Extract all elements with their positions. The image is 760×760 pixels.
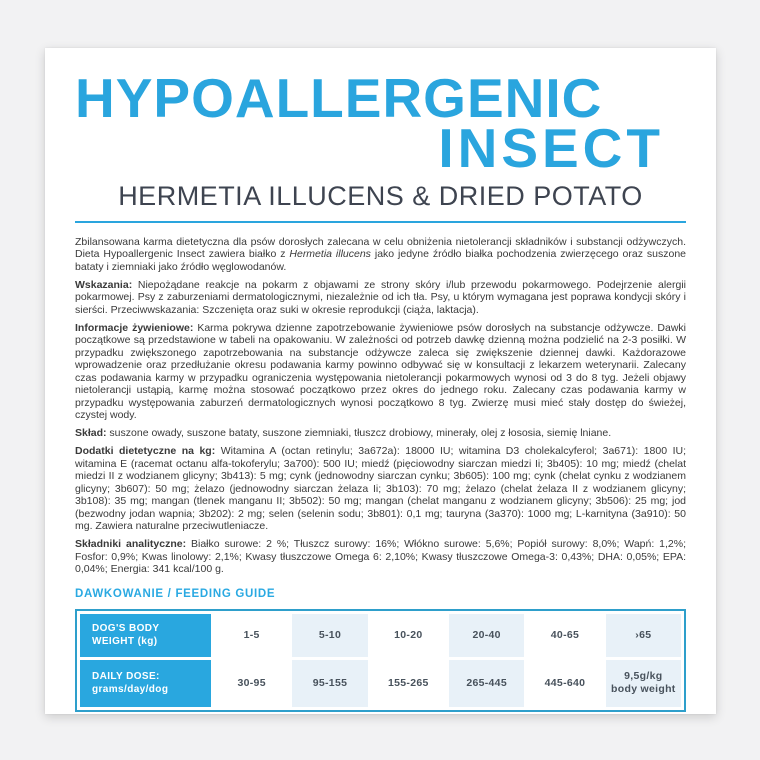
dose-value-cell: 9,5g/kg body weight — [606, 660, 681, 707]
feeding-guide-heading: DAWKOWANIE / FEEDING GUIDE — [75, 587, 276, 600]
header-divider — [75, 221, 686, 223]
feeding-guide-table — [77, 611, 684, 710]
weight-value-cell: 40-65 — [550, 628, 580, 641]
nutrition-info-lead: Informacje żywieniowe: — [75, 321, 194, 334]
dose-row-label — [80, 660, 211, 707]
additives-lead: Dodatki dietetyczne na kg: — [75, 445, 216, 458]
product-label-card — [45, 48, 716, 714]
label-body-text — [75, 236, 686, 576]
product-subtitle: HERMETIA ILLUCENS & DRIED POTATO — [118, 180, 643, 211]
weight-row-label-line2: WEIGHT (kg) — [92, 636, 158, 648]
product-title — [75, 67, 686, 179]
dose-value-cell: 445-640 — [544, 676, 586, 689]
dose-row — [80, 660, 681, 707]
dose-row-label-line2: grams/day/dog — [92, 684, 169, 696]
composition-lead: Skład: — [75, 427, 107, 440]
feeding-guide-table-border — [75, 609, 686, 712]
analytical-constituents-paragraph — [75, 538, 686, 575]
analytical-constituents-text: Białko surowe: 2 %; Tłuszcz surowy: 16%; Włókno surowe: 5,6%; Popiół surowy: 8,0%; Wapń: 1,2%; Fosfor: 0,9%; Kwas linolowy: 2,1%; Kwasy tłuszczowe Omega 6: 2,10%; Kwasy tłuszczowe Omega-3: 0,43%; DHA: 0,05%; EPA: 0,04%; Energia: 341 kcal/100 g. — [75, 538, 686, 576]
dose-row-label-line1: DAILY DOSE: — [92, 670, 160, 682]
product-title-line1: HYPOALLERGENIC — [75, 67, 603, 129]
weight-value-cell: 10-20 — [394, 628, 423, 641]
dose-value-cell: 95-155 — [292, 660, 367, 707]
weight-value-cell: 5-10 — [292, 614, 367, 657]
weight-value-cell: 20-40 — [449, 614, 524, 657]
indications-lead: Wskazania: — [75, 278, 133, 291]
description-species-name: Hermetia illucens — [289, 248, 371, 261]
description-paragraph — [75, 236, 686, 273]
additives-paragraph — [75, 445, 686, 532]
description-text-start: Zbilansowana karma dietetyczna dla psów dorosłych zalecana w celu obniżenia nietolerancji składników i substancji odżywczych. Dieta Hypoallergenic Insect zawiera białko z — [75, 235, 686, 261]
nutrition-info-text: Karma pokrywa dzienne zapotrzebowanie żywieniowe psów dorosłych na substancje odżywcze. Dawki początkowe są przedstawione w tabeli na opakowaniu. W zależności od potrzeb dawkę dzienną można podzielić na 2-3 posiłki. W przypadku zwiększonego zapotrzebowania na substancje odżywcze zaleca się zwiększenie dziennej dawki. Każdorazowe wprowadzenie oraz przedłużanie okresu podawania karmy powinno odbywać się w konsultacji z lekarzem weterynarii. Zalecany czas podawania karmy w przypadku ograniczenia występowania nietolerancji pokarmowych wynosi od 3 do 8 tyg. Jeżeli objawy nietolerancji ustąpią, karmę można stosować początkowo przez okres do jednego roku. Zalecany czas podawania karmy w przypadku występowania zaburzeń dermatologicznych wynosi początkowo 8 tyg. Zwierzę musi mieć stały dostęp do świeżej, czystej wody. — [75, 321, 687, 422]
additives-text: Witamina A (octan retinylu; 3a672a): 18000 IU; witamina D3 cholekalcyferol; 3a671): 1800 IU; witamina E (racemat octanu alfa-tokoferylu; 3a700): 500 IU; miedź (pięciowodny siarczan miedzi Ii; 3b405): 10 mg; miedź (chelat miedzi II z wodzianem glicyny; 3b413): 5 mg; cynk (jednowodny siarczan cynku; 3b605): 100 mg; cynk (chelat cynku z wodzianem glicyny; 3b607): 50 mg; żelazo (jednowodny siarczan żelaza Ii; 3b103): 70 mg; żelazo (chelat żelaza II z wodzianem glicyny; 3b108): 35 mg; mangan (tlenek manganu II; 3b502): 50 mg; mangan (chelat manganu z wodzianem glicyny; 3b506): 25 mg; jod (bezwodny jodan wapnia; 3b202): 2 mg; selen (selenin sodu; 3b801): 0,1 mg; tauryna (3a370): 1000 mg; L-karnityna (3a910): 50 mg. Zawiera naturalne przeciwutleniacze. — [75, 445, 686, 533]
description-text-end: jako jedyne źródło białka pochodzenia zwierzęcego oraz suszone bataty i ziemniaki jako źródło węglowodanów. — [75, 248, 686, 273]
weight-value-cell: ›65 — [606, 614, 681, 657]
dose-value-cell: 265-445 — [449, 660, 524, 707]
composition-paragraph — [75, 427, 686, 439]
weight-row-label — [80, 614, 211, 657]
composition-text: suszone owady, suszone bataty, suszone ziemniaki, tłuszcz drobiowy, minerały, olej z łososia, siemię lniane. — [106, 427, 612, 440]
weight-value-cell: 1-5 — [243, 628, 260, 641]
indications-paragraph — [75, 279, 686, 316]
indications-text: Niepożądane reakcje na pokarm z objawami ze strony skóry i/lub przewodu pokarmowego. Podejrzenie alergii pokarmowej. Psy z zaburzeniami dermatologicznymi, niezależnie od ich tła. Psy, u którym wymagana jest poprawa kondycji skóry i sierści. Przeciwwskazania: Szczenięta oraz suki w okresie reprodukcji (ciąża, laktacja). — [75, 278, 686, 316]
weight-row — [80, 614, 681, 657]
nutrition-info-paragraph — [75, 322, 686, 422]
product-title-line2: INSECT — [438, 116, 664, 179]
dose-value-cell: 30-95 — [237, 676, 266, 689]
weight-row-label-line1: DOG'S BODY — [92, 622, 160, 634]
dose-value-cell: 155-265 — [388, 676, 429, 689]
analytical-constituents-lead: Składniki analityczne: — [75, 538, 187, 551]
